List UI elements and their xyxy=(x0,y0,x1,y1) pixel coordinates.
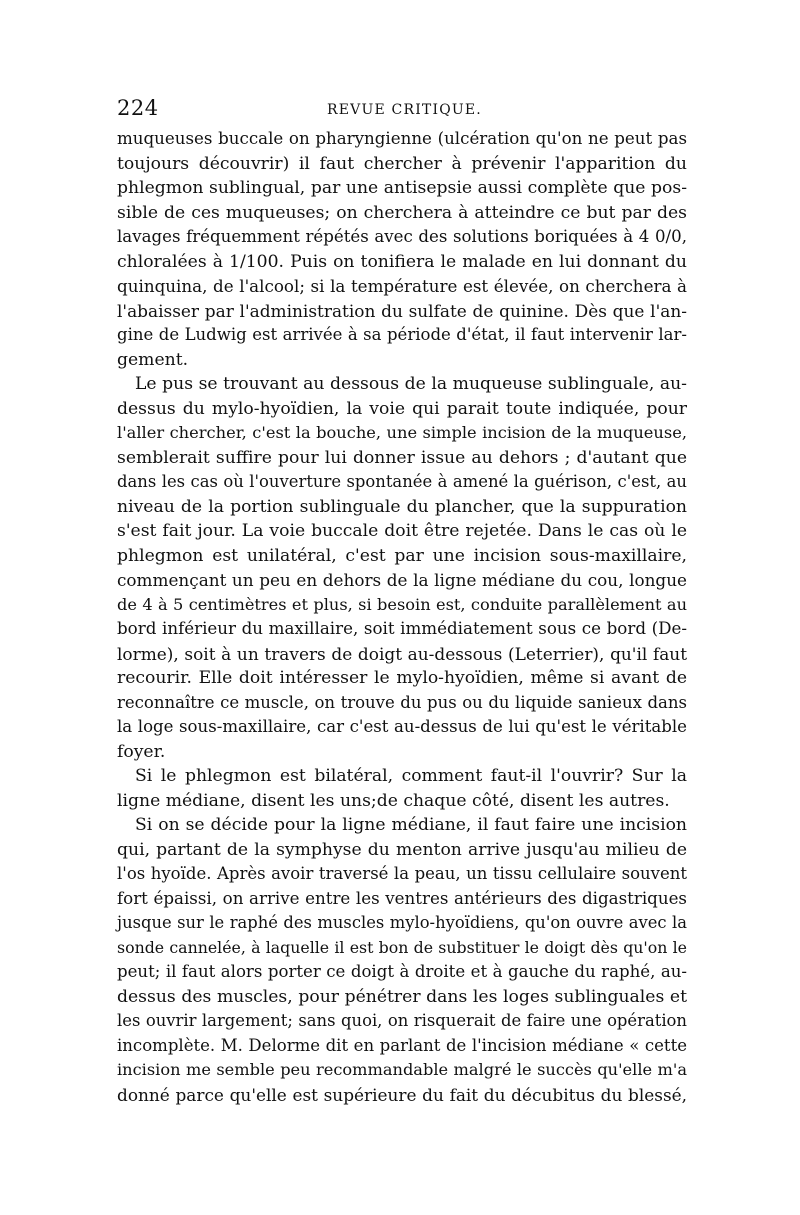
text-line: qui, partant de la symphyse du menton arrive jusqu'au milieu de xyxy=(117,839,687,860)
text-line: Le pus se trouvant au dessous de la muqueuse sublinguale, au- xyxy=(135,374,687,394)
text-line: reconnaître ce muscle, on trouve du pus ou du liquide sanieux dans xyxy=(117,692,687,712)
text-line: commençant un peu en dehors de la ligne médiane du cou, longue xyxy=(117,570,687,590)
text-line: chloralées à 1/100. Puis on tonifiera le malade en lui donnant du xyxy=(117,251,687,272)
text-line: la loge sous-maxillaire, car c'est au-dessus de lui qu'est le véritable xyxy=(117,717,687,736)
text-line: bord inférieur du maxillaire, soit immédiatement sous ce bord (De- xyxy=(117,619,687,638)
text-line: Si le phlegmon est bilatéral, comment faut-il l'ouvrir? Sur la xyxy=(135,766,687,786)
text-line: recourir. Elle doit intéresser le mylo-hyoïdien, même si avant de xyxy=(117,668,687,688)
text-line: l'os hyoïde. Après avoir traversé la peau, un tissu cellulaire souvent xyxy=(117,864,687,883)
text-line: foyer. xyxy=(117,741,166,762)
text-line: muqueuses buccale on pharyngienne (ulcération qu'on ne peut pas xyxy=(117,129,687,148)
text-line: s'est fait jour. La voie buccale doit être rejetée. Dans le cas où le xyxy=(117,521,687,541)
text-line: incision me semble peu recommandable malgré le succès qu'elle m'a xyxy=(117,1060,687,1079)
text-line: phlegmon est unilatéral, c'est par une incision sous-maxillaire, xyxy=(117,545,687,566)
text-line: fort épaissi, on arrive entre les ventres antérieurs des digastriques xyxy=(117,888,687,908)
text-line: dessus du mylo-hyoïdien, la voie qui parait toute indiquée, pour xyxy=(117,398,687,419)
text-line: gine de Ludwig est arrivée à sa période d'état, il faut intervenir lar- xyxy=(117,325,687,344)
text-line: niveau de la portion sublinguale du plancher, que la suppuration xyxy=(117,496,687,517)
page-header xyxy=(117,96,687,124)
text-line: l'abaisser par l'administration du sulfate de quinine. Dès que l'an- xyxy=(117,300,687,321)
text-line: semblerait suffire pour lui donner issue au dehors ; d'autant que xyxy=(117,447,687,468)
text-line: dans les cas où l'ouverture spontanée à amené la guérison, c'est, au xyxy=(117,472,687,491)
text-line: jusque sur le raphé des muscles mylo-hyoïdiens, qu'on ouvre avec la xyxy=(117,913,687,932)
text-line: phlegmon sublingual, par une antisepsie aussi complète que pos- xyxy=(117,178,687,198)
body-text xyxy=(117,127,687,1107)
text-line: de 4 à 5 centimètres et plus, si besoin est, conduite parallèlement au xyxy=(117,594,687,614)
page-number: 224 xyxy=(117,96,159,120)
text-line: lorme), soit à un travers de doigt au-dessous (Leterrier), qu'il faut xyxy=(117,643,687,664)
text-line: incomplète. M. Delorme dit en parlant de l'incision médiane « cette xyxy=(117,1035,687,1055)
running-title: REVUE CRITIQUE. xyxy=(327,102,482,118)
text-line: peut; il faut alors porter ce doigt à droite et à gauche du raphé, au- xyxy=(117,962,687,981)
text-line: Si on se décide pour la ligne médiane, il faut faire une incision xyxy=(135,815,687,835)
text-line: gement. xyxy=(117,349,189,370)
text-line: lavages fréquemment répétés avec des solutions boriquées à 4 0/0, xyxy=(117,227,687,246)
text-line: l'aller chercher, c'est la bouche, une simple incision de la muqueuse, xyxy=(117,423,687,442)
text-line: donné parce qu'elle est supérieure du fait du décubitus du blessé, xyxy=(117,1084,687,1105)
text-line: les ouvrir largement; sans quoi, on risquerait de faire une opération xyxy=(117,1011,687,1030)
text-line: dessus des muscles, pour pénétrer dans les loges sublinguales et xyxy=(117,986,687,1007)
text-line: sible de ces muqueuses; on cherchera à atteindre ce but par des xyxy=(117,202,687,223)
text-line: toujours découvrir) il faut chercher à prévenir l'apparition du xyxy=(117,153,687,174)
text-line: quinquina, de l'alcool; si la température est élevée, on cherchera à xyxy=(117,276,687,296)
text-line: ligne médiane, disent les uns;de chaque côté, disent les autres. xyxy=(117,790,670,811)
text-line: sonde cannelée, à laquelle il est bon de substituer le doigt dès qu'on le xyxy=(117,937,687,957)
